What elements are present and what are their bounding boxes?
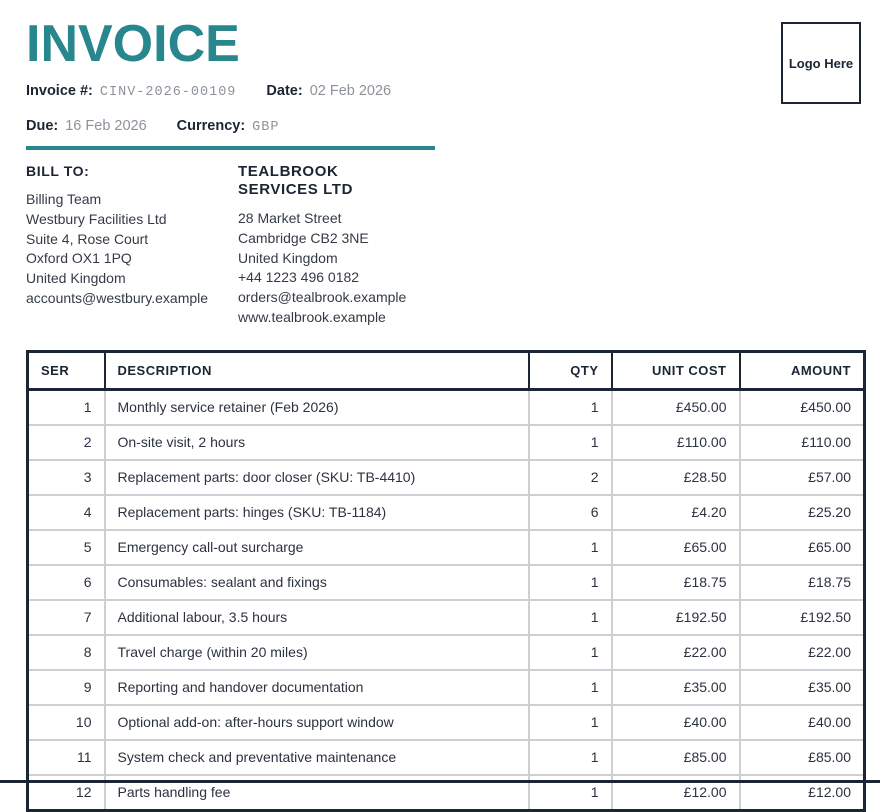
- row-amount: £22.00: [740, 635, 865, 670]
- row-description: Parts handling fee: [105, 775, 529, 811]
- invoice-number-value: CINV-2026-00109: [99, 85, 237, 100]
- bill-to-line: Billing Team: [26, 191, 102, 207]
- row-ser: 5: [28, 530, 105, 565]
- row-ser: 9: [28, 670, 105, 705]
- date-label: Date:: [266, 83, 303, 99]
- row-ser: 6: [28, 565, 105, 600]
- line-items-table: [26, 350, 866, 812]
- bill-to-line: Suite 4, Rose Court: [26, 230, 149, 247]
- row-ser: 2: [28, 425, 105, 460]
- company-name: TEALBROOK SERVICES LTD: [238, 163, 353, 198]
- bill-to-line: Westbury Facilities Ltd: [26, 210, 167, 227]
- page-title: INVOICE: [26, 15, 240, 73]
- table-header: [28, 351, 865, 389]
- due-label: Due:: [26, 118, 59, 134]
- row-ser: 12: [28, 775, 105, 811]
- company-website: www.tealbrook.example: [238, 308, 386, 325]
- table-row: [28, 495, 865, 530]
- row-qty: 1: [529, 670, 612, 705]
- row-qty: 1: [529, 775, 612, 811]
- invoice-meta-row-1: [26, 83, 863, 100]
- row-description: Additional labour, 3.5 hours: [105, 600, 529, 635]
- row-qty: 1: [529, 705, 612, 740]
- company-line: United Kingdom: [238, 249, 338, 266]
- table-row: [28, 705, 865, 740]
- company-email: orders@tealbrook.example: [238, 289, 407, 306]
- table-row: [28, 425, 865, 460]
- bill-to-email: accounts@westbury.example: [26, 289, 209, 306]
- row-unit-cost: £110.00: [612, 425, 740, 460]
- row-description: Emergency call-out surcharge: [105, 530, 529, 565]
- row-ser: 8: [28, 635, 105, 670]
- row-unit-cost: £28.50: [612, 460, 740, 495]
- row-amount: £18.75: [740, 565, 865, 600]
- address-section: [26, 163, 863, 328]
- row-ser: 1: [28, 389, 105, 425]
- row-qty: 1: [529, 425, 612, 460]
- currency-value: GBP: [252, 120, 280, 135]
- invoice-number-label: Invoice #:: [26, 83, 93, 99]
- row-unit-cost: £12.00: [612, 775, 740, 811]
- row-unit-cost: £40.00: [612, 705, 740, 740]
- table-row: [28, 565, 865, 600]
- row-unit-cost: £18.75: [612, 565, 740, 600]
- bill-to-heading: BILL TO:: [26, 163, 90, 179]
- invoice-table-body: [28, 389, 865, 810]
- row-unit-cost: £35.00: [612, 670, 740, 705]
- invoice-meta-row-2: [26, 118, 863, 135]
- row-amount: £25.20: [740, 495, 865, 530]
- bill-to-line: Oxford OX1 1PQ: [26, 250, 132, 267]
- row-unit-cost: £450.00: [612, 389, 740, 425]
- row-description: Replacement parts: door closer (SKU: TB-4410): [105, 460, 529, 495]
- row-qty: 1: [529, 389, 612, 425]
- column-header-qty: QTY: [529, 351, 612, 389]
- row-description: Replacement parts: hinges (SKU: TB-1184): [105, 495, 529, 530]
- row-qty: 1: [529, 530, 612, 565]
- row-description: On-site visit, 2 hours: [105, 425, 529, 460]
- row-ser: 11: [28, 740, 105, 775]
- row-unit-cost: £85.00: [612, 740, 740, 775]
- row-amount: £35.00: [740, 670, 865, 705]
- table-row: [28, 740, 865, 775]
- company-phone: +44 1223 496 0182: [238, 269, 360, 286]
- row-amount: £65.00: [740, 530, 865, 565]
- column-header-unit-cost: UNIT COST: [612, 351, 740, 389]
- company-block: [238, 163, 453, 328]
- row-description: Reporting and handover documentation: [105, 670, 529, 705]
- row-ser: 7: [28, 600, 105, 635]
- row-description: Monthly service retainer (Feb 2026): [105, 389, 529, 425]
- company-line: Cambridge CB2 3NE: [238, 229, 369, 246]
- row-amount: £110.00: [740, 425, 865, 460]
- logo-placeholder-box: [781, 22, 861, 104]
- row-qty: 1: [529, 635, 612, 670]
- column-header-amount: AMOUNT: [740, 351, 865, 389]
- row-qty: 1: [529, 740, 612, 775]
- company-line: 28 Market Street: [238, 210, 342, 226]
- row-qty: 2: [529, 460, 612, 495]
- column-header-ser: SER: [28, 351, 105, 389]
- row-description: System check and preventative maintenance: [105, 740, 529, 775]
- row-unit-cost: £192.50: [612, 600, 740, 635]
- row-ser: 10: [28, 705, 105, 740]
- table-row: [28, 389, 865, 425]
- row-ser: 4: [28, 495, 105, 530]
- row-qty: 1: [529, 565, 612, 600]
- row-amount: £12.00: [740, 775, 865, 811]
- currency-label: Currency:: [176, 118, 246, 134]
- row-amount: £192.50: [740, 600, 865, 635]
- row-amount: £450.00: [740, 389, 865, 425]
- row-amount: £40.00: [740, 705, 865, 740]
- row-amount: £57.00: [740, 460, 865, 495]
- due-value: 16 Feb 2026: [65, 118, 147, 134]
- row-unit-cost: £22.00: [612, 635, 740, 670]
- row-description: Optional add-on: after-hours support window: [105, 705, 529, 740]
- column-header-description: DESCRIPTION: [105, 351, 529, 389]
- table-row: [28, 600, 865, 635]
- row-amount: £85.00: [740, 740, 865, 775]
- row-qty: 6: [529, 495, 612, 530]
- row-description: Travel charge (within 20 miles): [105, 635, 529, 670]
- logo-placeholder-label: Logo Here: [788, 55, 854, 71]
- row-description: Consumables: sealant and fixings: [105, 565, 529, 600]
- table-row: [28, 460, 865, 495]
- date-value: 02 Feb 2026: [309, 83, 392, 99]
- row-qty: 1: [529, 600, 612, 635]
- table-row: [28, 670, 865, 705]
- bill-to-block: [26, 163, 238, 328]
- accent-divider: [26, 146, 435, 150]
- bill-to-line: United Kingdom: [26, 270, 126, 287]
- table-row: [28, 635, 865, 670]
- row-unit-cost: £65.00: [612, 530, 740, 565]
- row-unit-cost: £4.20: [612, 495, 740, 530]
- row-ser: 3: [28, 460, 105, 495]
- viewport-bottom-edge: [0, 780, 880, 783]
- table-row: [28, 530, 865, 565]
